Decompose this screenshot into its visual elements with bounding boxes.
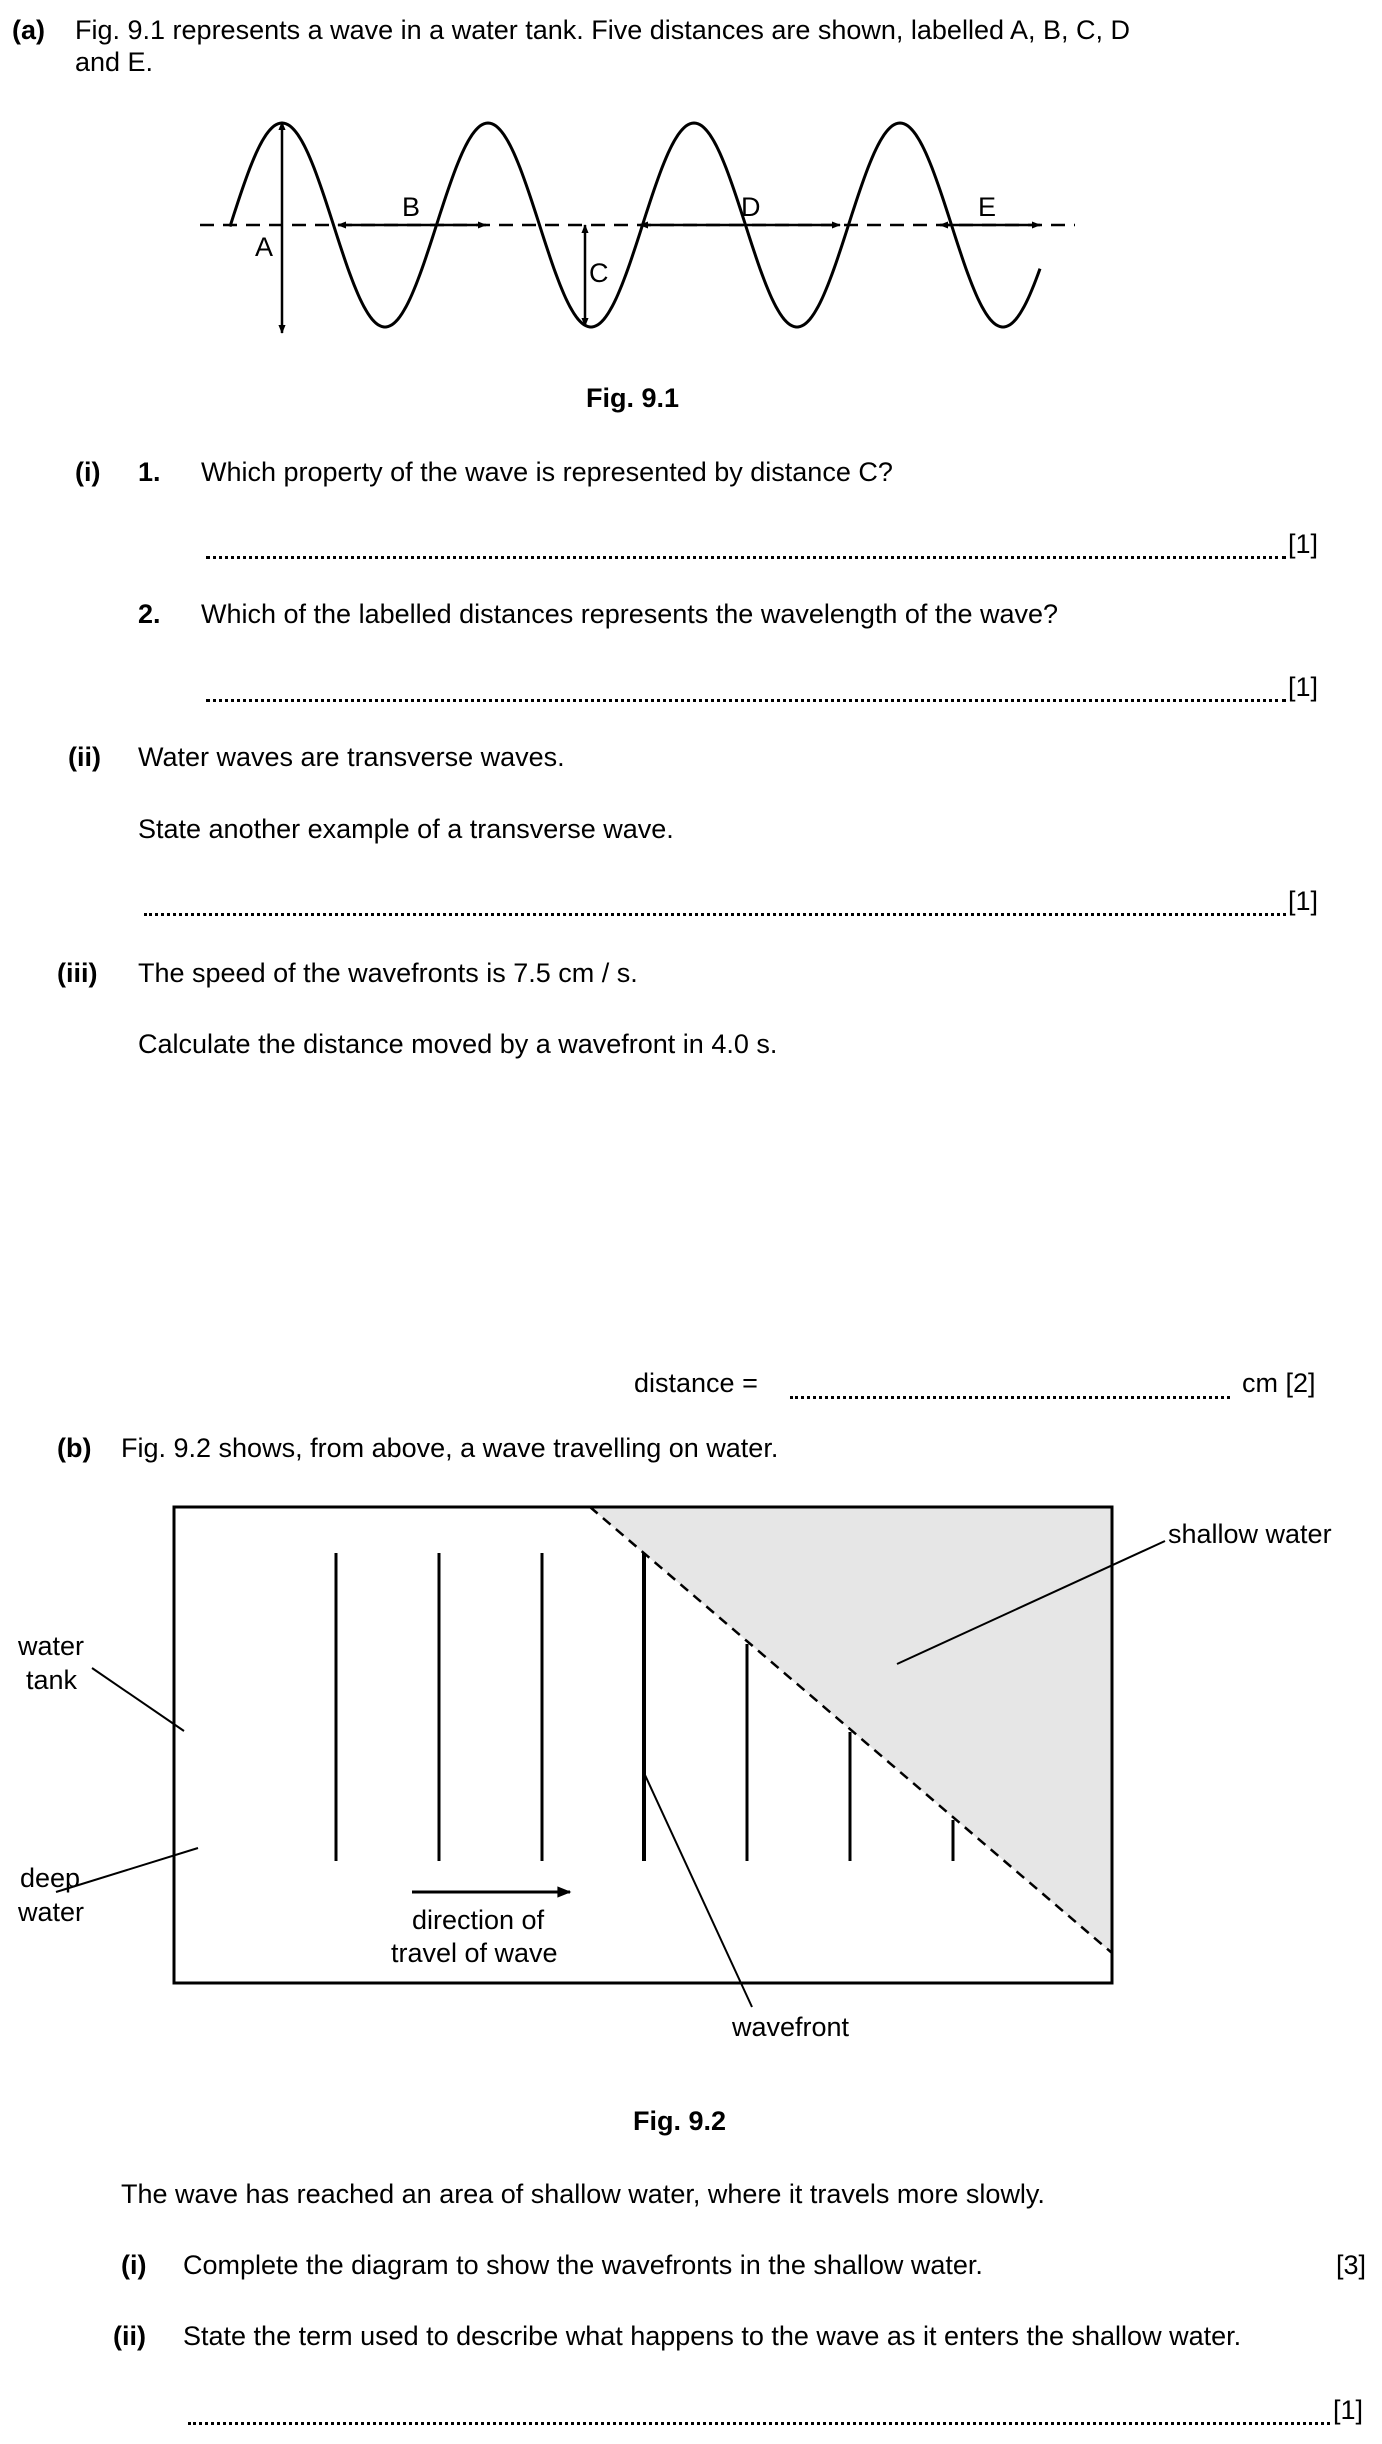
- part-a-label: (a): [12, 15, 45, 45]
- label-a: A: [255, 232, 274, 262]
- label-e: E: [978, 192, 997, 222]
- part-a-iii-line2: Calculate the distance moved by a wavefront in 4.0 s.: [138, 1029, 778, 1059]
- fig-9-1-caption: Fig. 9.1: [586, 383, 680, 413]
- label-wavefront: wavefront: [732, 2012, 850, 2042]
- label-deep-water-line1: deep: [20, 1863, 81, 1893]
- part-b-ii-text: State the term used to describe what happens to the wave as it enters the shallow water.: [183, 2321, 1242, 2351]
- label-c: C: [589, 258, 609, 288]
- leader-wavefront: [645, 1775, 752, 2007]
- label-b: B: [402, 192, 421, 222]
- part-b-i-label: (i): [121, 2250, 147, 2280]
- label-deep-water-line2: water: [18, 1897, 85, 1927]
- part-b-i-text: Complete the diagram to show the wavefronts in the shallow water.: [183, 2250, 983, 2280]
- marks-a-i-1: [1]: [1288, 529, 1319, 559]
- part-a-iii-line1: The speed of the wavefronts is 7.5 cm / s.: [138, 958, 638, 988]
- label-water-tank-line1: water: [18, 1631, 85, 1661]
- part-b-ii-label: (ii): [113, 2321, 146, 2351]
- part-a-ii-label: (ii): [68, 742, 101, 772]
- label-shallow-water: shallow water: [1168, 1519, 1332, 1549]
- label-direction-line1: direction of: [412, 1905, 545, 1935]
- part-b-intro: Fig. 9.2 shows, from above, a wave travelling on water.: [121, 1433, 779, 1463]
- label-d: D: [741, 192, 761, 222]
- part-b-label: (b): [57, 1433, 92, 1463]
- marks-b-ii: [1]: [1333, 2395, 1364, 2425]
- part-b-statement: The wave has reached an area of shallow water, where it travels more slowly.: [121, 2179, 1045, 2209]
- marks-b-i: [3]: [1336, 2250, 1367, 2280]
- answer-line-b-ii[interactable]: [188, 2422, 1330, 2425]
- part-a-i-q2-number: 2.: [138, 599, 161, 629]
- part-a-i-q2-text: Which of the labelled distances represents the wavelength of the wave?: [201, 599, 1059, 629]
- part-a-intro-line1: Fig. 9.1 represents a wave in a water tank. Five distances are shown, labelled A, B, C, D: [75, 15, 1131, 45]
- part-a-i-label: (i): [75, 457, 101, 487]
- part-a-ii-line2: State another example of a transverse wave.: [138, 814, 674, 844]
- part-a-i-q1-number: 1.: [138, 457, 161, 487]
- leader-water-tank: [92, 1668, 184, 1731]
- distance-answer-unit-marks: cm [2]: [1242, 1368, 1316, 1398]
- part-a-i-q1-text: Which property of the wave is represented by distance C?: [201, 457, 893, 487]
- label-direction-line2: travel of wave: [391, 1938, 558, 1968]
- part-a-iii-label: (iii): [57, 958, 98, 988]
- part-a-intro-line2: and E.: [75, 47, 154, 77]
- fig-9-2-caption: Fig. 9.2: [633, 2106, 727, 2136]
- marks-a-ii: [1]: [1288, 886, 1319, 916]
- marks-a-i-2: [1]: [1288, 672, 1319, 702]
- distance-answer-label: distance =: [634, 1368, 758, 1398]
- label-water-tank-line2: tank: [26, 1665, 78, 1695]
- part-a-ii-line1: Water waves are transverse waves.: [138, 742, 565, 772]
